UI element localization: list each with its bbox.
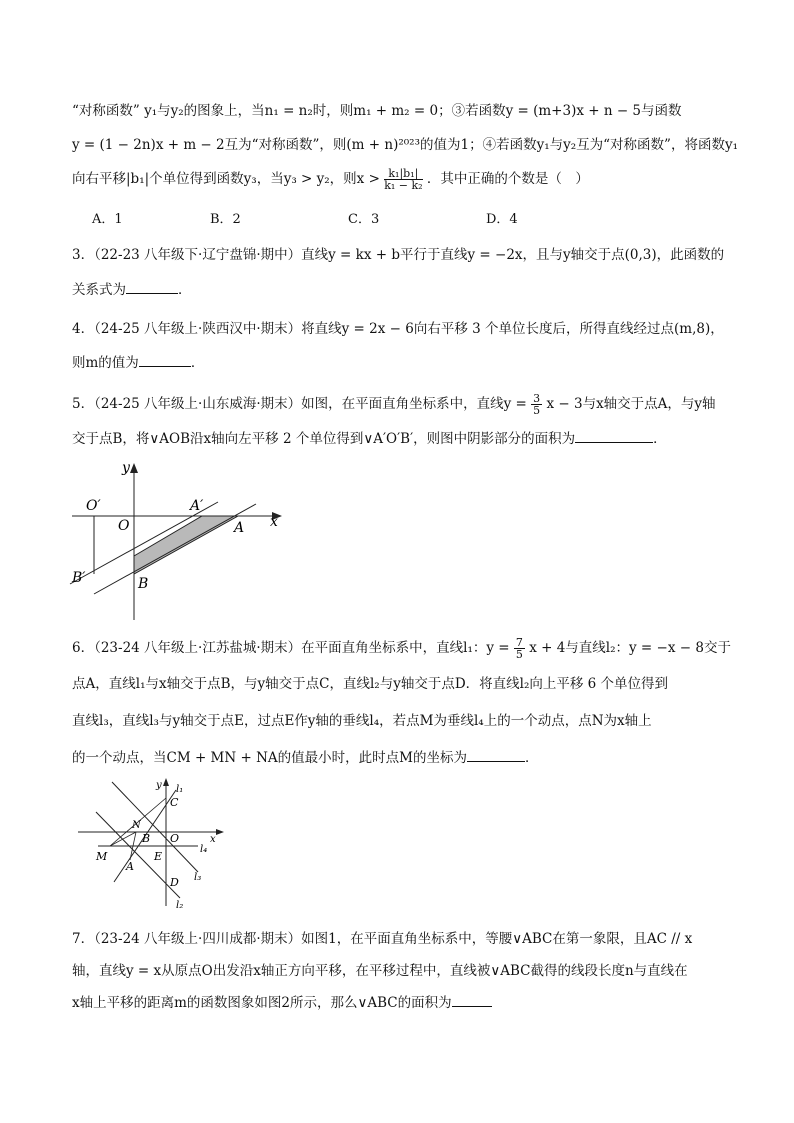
q2-option-c: C．3 xyxy=(348,212,380,227)
q7-line-2: 轴，直线y = x从原点O出发沿x轴正方向平移，在平移过程中，直线被∨ABC截得的线段长度n与直线在 xyxy=(72,963,688,979)
q2-line-3b: ．其中正确的个数是（ ） xyxy=(426,171,589,187)
label-b-prime: B′ xyxy=(72,570,86,586)
q4-line-2: 则m的值为 ． xyxy=(72,355,205,371)
q2-line-3a: 向右平移|b₁|个单位得到函数y₃，当y₃ > y₂，则x > xyxy=(72,171,380,187)
label-x: x xyxy=(270,514,278,530)
q4-line-1: 4．（24-25 八年级上·陕西汉中·期末）将直线y = 2x − 6向右平移 3 个单位长度后，所得直线经过点(m,8)， xyxy=(72,321,724,337)
q6-figure xyxy=(74,776,234,912)
q3-line-1: 3．（22-23 八年级下·辽宁盘锦·期中）直线y = kx + b平行于直线y = −2x，且与y轴交于点(0,3)，此函数的 xyxy=(72,247,725,263)
q6-fraction xyxy=(514,637,525,660)
q5-line-2: 交于点B，将∨AOB沿x轴向左平移 2 个单位得到∨A′O′B′，则图中阴影部分的面积为 ． xyxy=(72,431,667,447)
q3-line-2-text: 关系式为 xyxy=(72,282,126,298)
q6-line-1 xyxy=(72,637,731,660)
q6-line-3: 直线l₃，直线l₃与y轴交于点E，过点E作y轴的垂线l₄，若点M为垂线l₄上的一个动点，点N为x轴上 xyxy=(72,713,652,729)
q2-option-d: D．4 xyxy=(486,212,518,227)
label-a: A xyxy=(126,860,134,873)
q2-line-3 xyxy=(72,168,589,191)
label-a: A xyxy=(234,520,245,536)
label-n: N xyxy=(132,820,141,831)
q4-line-2-text: 则m的值为 xyxy=(72,355,139,371)
shaded-region xyxy=(134,516,238,574)
q5-line-1b: x − 3与x轴交于点A，与y轴 xyxy=(546,396,716,412)
q2-fraction xyxy=(384,168,422,191)
label-d: D xyxy=(170,876,179,889)
q6-line-4-text: 的一个动点，当CM + MN + NA的值最小时，此时点M的坐标为 xyxy=(72,750,467,766)
q6-fraction-den: 5 xyxy=(515,648,523,661)
q5-fraction xyxy=(531,393,542,416)
y-axis-arrow xyxy=(163,778,169,786)
q5-line-1 xyxy=(72,393,716,416)
x-axis-arrow xyxy=(216,829,224,835)
q6-line-1a: 6．（23-24 八年级上·江苏盐城·期末）在平面直角坐标系中，直线l₁：y = xyxy=(72,640,510,656)
q5-fraction-num: 3 xyxy=(533,392,541,405)
q5-fraction-den: 5 xyxy=(533,404,541,417)
q6-line-1b: x + 4与直线l₂：y = −x − 8交于 xyxy=(529,640,731,656)
label-m: M xyxy=(96,850,108,863)
q5-line-2-text: 交于点B，将∨AOB沿x轴向左平移 2 个单位得到∨A′O′B′，则图中阴影部分的面积为 xyxy=(72,431,576,447)
q7-line-3 xyxy=(72,994,492,1012)
line-a-prime-b-prime xyxy=(70,502,218,584)
q7-line-3-text: x轴上平移的距离m的函数图象如图2所示，那么∨ABC的面积为 xyxy=(72,995,452,1011)
label-x: x xyxy=(210,834,216,845)
label-o-prime: O′ xyxy=(86,498,101,514)
label-o: O xyxy=(170,832,180,845)
answer-blank[interactable] xyxy=(452,994,492,1007)
q2-line-1: “对称函数” y₁与y₂的图象上，当n₁ = n₂时，则m₁ + m₂ = 0；③若函数y = (m+3)x + n − 5与函数 xyxy=(72,103,682,119)
label-b: B xyxy=(138,576,149,592)
q6-fraction-num: 7 xyxy=(515,636,523,649)
q2-line-2: y = (1 − 2n)x + m − 2互为“对称函数”，则(m + n)²⁰²³的值为1；④若函数y₁与y₂互为“对称函数”，将函数y₁ xyxy=(72,137,738,153)
answer-blank[interactable] xyxy=(467,749,525,762)
q2-option-a: A．1 xyxy=(92,212,123,227)
q5-line-1a: 5．（24-25 八年级上·山东威海·期末）如图，在平面直角坐标系中，直线y = xyxy=(72,396,527,412)
label-y: y xyxy=(156,780,162,791)
y-axis-arrow xyxy=(130,463,138,473)
label-o: O xyxy=(118,518,130,534)
label-c: C xyxy=(170,796,179,809)
label-l1: l₁ xyxy=(176,784,184,795)
q2-fraction-num: k₁|b₁| xyxy=(384,168,422,180)
label-a-prime: A′ xyxy=(190,498,204,514)
label-e: E xyxy=(154,850,163,863)
answer-blank[interactable] xyxy=(139,354,191,367)
q6-line-2: 点A，直线l₁与x轴交于点B，与y轴交于点C，直线l₂与y轴交于点D．将直线l₂向上平移 6 个单位得到 xyxy=(72,676,669,692)
answer-blank[interactable] xyxy=(126,281,178,294)
segment-mn xyxy=(110,832,136,846)
label-l4: l₄ xyxy=(200,844,208,855)
label-b: B xyxy=(142,832,151,845)
q7-line-1: 7．（23-24 八年级上·四川成都·期末）如图1，在平面直角坐标系中，等腰∨ABC在第一象限，且AC // x xyxy=(72,931,693,947)
q6-line-4: 的一个动点，当CM + MN + NA的值最小时，此时点M的坐标为 ． xyxy=(72,750,539,766)
label-l3: l₃ xyxy=(194,872,202,883)
label-l2: l₂ xyxy=(176,900,184,911)
answer-blank[interactable] xyxy=(575,430,653,443)
label-y: y xyxy=(122,460,130,476)
q2-fraction-den: k₁ − k₂ xyxy=(384,179,423,192)
q5-figure xyxy=(66,458,296,626)
q3-line-2: 关系式为 ． xyxy=(72,282,192,298)
q2-option-b: B．2 xyxy=(210,212,241,227)
